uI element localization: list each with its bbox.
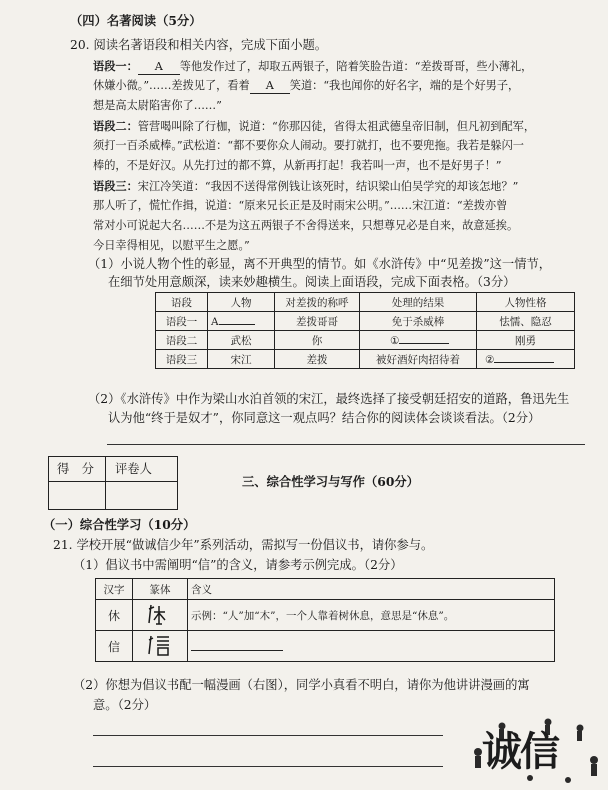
table-cell: 休 <box>96 600 133 631</box>
cell-text: ② <box>485 354 495 366</box>
cell-text: ① <box>390 335 400 347</box>
question-20-1: （1）小说人物个性的彰显，离不开典型的情节。如《水浒传》中“见差拨”这一情节， <box>88 257 552 271</box>
table-cell <box>477 350 575 369</box>
table-cell: 免于杀威棒 <box>360 312 477 331</box>
passage-3-line-4: 今日幸得相见，以慰平生之愿。” <box>93 239 250 252</box>
passage-text: 休嫌小微。”……差拨见了，看着 <box>93 79 250 92</box>
seal-script-cell <box>133 600 188 631</box>
table-header: 对差拨的称呼 <box>275 293 360 312</box>
table-cell <box>360 331 477 350</box>
passage-1-line-1 <box>93 59 532 75</box>
question-21: 21. 学校开展“做诚信少年”系列活动，需拟写一份倡议书，请你参与。 <box>53 538 434 552</box>
answer-line[interactable] <box>107 444 585 445</box>
passage-label: 语段二： <box>93 119 138 133</box>
question-20-1-cont: 在细节处用意颇深，读来妙趣横生。阅读上面语段，完成下面表格。（3分） <box>108 275 516 289</box>
table-row <box>156 312 575 331</box>
seal-xin-icon <box>145 633 175 657</box>
character-meaning-table <box>95 578 555 662</box>
passage-1-line-2 <box>93 79 519 94</box>
table-cell: 武松 <box>208 331 275 350</box>
seal-xiu-icon <box>145 602 175 626</box>
table-header: 处理的结果 <box>360 293 477 312</box>
question-21-2: （2）你想为倡议书配一幅漫画（右图），同学小真看不明白，请你为他讲讲漫画的寓 <box>73 678 530 692</box>
table-header: 篆体 <box>133 579 188 600</box>
section-heading: （四）名著阅读（5分） <box>70 13 202 28</box>
question-21-1: （1）倡议书中需阐明“信”的含义，请参考示例完成。（2分） <box>73 558 403 572</box>
passage-2-line-2: 须打一百杀威棒。”武松道：“都不要你众人闹动。要打就打，也不要兜拖。我若是躲闪一 <box>93 139 524 152</box>
question-21-2-cont: 意。（2分） <box>93 698 157 712</box>
seal-script-cell <box>133 631 188 662</box>
table-cell: 被好酒好肉招待着 <box>360 350 477 369</box>
passage-text: 管营喝叫除了行枷，说道：“你那囚徒，省得太祖武德皇帝旧制，但凡初到配军， <box>137 120 536 133</box>
table-cell: 怯懦、隐忍 <box>477 312 575 331</box>
passage-2-line-1 <box>93 119 535 134</box>
answer-blank[interactable] <box>191 638 283 651</box>
passage-2-line-3: 棒的，不是好汉。从先打过的都不算，从新再打起！我若叫一声，也不是好男子！” <box>93 159 502 172</box>
table-cell: 示例：“人”加“木”，一个人靠着树休息，意思是“休息”。 <box>188 600 555 631</box>
integrity-cartoon <box>468 714 603 786</box>
table-header: 汉字 <box>96 579 133 600</box>
table-cell <box>188 631 555 662</box>
blank-a: A <box>250 79 290 94</box>
answer-blank[interactable] <box>399 333 449 344</box>
cell-text: A <box>211 316 219 328</box>
table-row <box>96 631 555 662</box>
reviewer-label: 评卷人 <box>115 462 152 476</box>
answer-blank[interactable] <box>494 352 554 363</box>
table-header-row <box>96 579 555 600</box>
table-header: 含义 <box>188 579 555 600</box>
question-20: 20. 阅读名著语段和相关内容，完成下面小题。 <box>70 38 328 52</box>
table-cell: 宋江 <box>208 350 275 369</box>
table-row <box>156 350 575 369</box>
score-label: 得 分 <box>57 462 94 476</box>
passage-label: 语段一： <box>93 59 138 73</box>
table-cell <box>208 312 275 331</box>
table-cell: 语段二 <box>156 331 208 350</box>
passage-text: 笑道：“我也闻你的好名字，端的是个好男子， <box>289 79 520 92</box>
answer-blank[interactable] <box>219 314 255 325</box>
character-table <box>155 292 575 369</box>
table-header-row <box>156 293 575 312</box>
table-header: 人物性格 <box>477 293 575 312</box>
score-box-divider <box>105 457 106 509</box>
table-cell: 语段一 <box>156 312 208 331</box>
passage-text: 宋江冷笑道：“我因不送得常例钱让该死时，结识梁山伯吴学究的却该怎地？” <box>137 180 519 193</box>
score-box <box>48 456 178 510</box>
table-cell: 你 <box>275 331 360 350</box>
table-cell: 差拨哥哥 <box>275 312 360 331</box>
table-cell: 语段三 <box>156 350 208 369</box>
table-row <box>96 600 555 631</box>
passage-label: 语段三： <box>93 179 138 193</box>
cartoon-title: 诚信 <box>482 729 558 775</box>
table-cell: 差拨 <box>275 350 360 369</box>
answer-line[interactable] <box>93 766 443 767</box>
table-header: 人物 <box>208 293 275 312</box>
question-20-2: （2）《水浒传》中作为梁山水泊首领的宋江，最终选择了接受朝廷招安的道路，鲁迅先生 <box>88 392 570 406</box>
table-row <box>156 331 575 350</box>
answer-line[interactable] <box>93 735 443 736</box>
passage-1-line-3: 想是高太尉陷害你了……” <box>93 99 222 112</box>
blank-a: A <box>138 60 180 75</box>
passage-3-line-3: 常对小可说起大名……不是为这五两银子不舍得送来，只想尊兄必是自来，故意延挨。 <box>93 219 519 232</box>
passage-3-line-2: 那人听了，慌忙作揖，说道：“原来兄长正是及时雨宋公明。”……宋江道：“差拨亦曾 <box>93 199 508 212</box>
part-1-heading: （一）综合性学习（10分） <box>43 517 196 532</box>
table-cell: 刚勇 <box>477 331 575 350</box>
table-cell: 信 <box>96 631 133 662</box>
passage-3-line-1 <box>93 179 518 194</box>
question-20-2-cont: 认为他“终于是奴才”，你同意这一观点吗？结合你的阅读体会谈谈看法。（2分） <box>108 411 541 425</box>
table-header: 语段 <box>156 293 208 312</box>
passage-text: 等他发作过了，却取五两银子，陪着笑脸告道：“差拨哥哥，些小薄礼， <box>179 60 533 73</box>
section-3-title: 三、综合性学习与写作（60分） <box>242 474 419 489</box>
